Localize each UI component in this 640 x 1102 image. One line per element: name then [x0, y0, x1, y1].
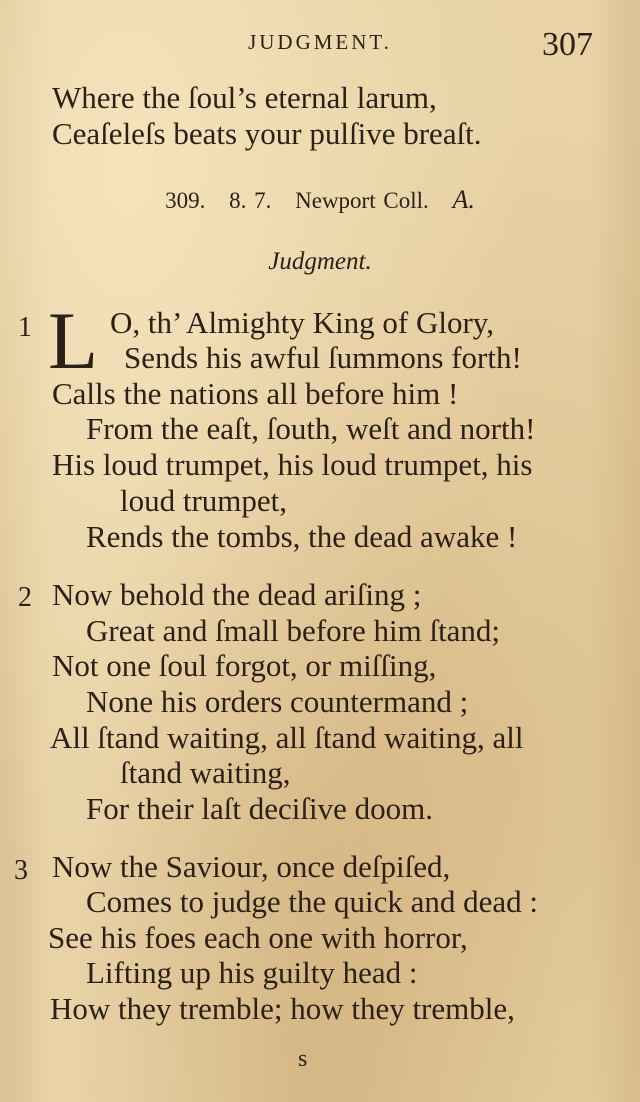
prev-hymn-line: Where the ſoul’s eternal larum,	[52, 80, 437, 115]
drop-cap: L	[48, 295, 99, 386]
page-number: 307	[542, 26, 593, 63]
verse-line: See his foes each one with horror,	[48, 920, 468, 955]
hymn-key: A.	[452, 185, 475, 214]
hymn-meter: 8. 7.	[229, 188, 272, 213]
stanza-number: 1	[18, 312, 32, 343]
prev-hymn-line: Ceaſeleſs beats your pulſive breaſt.	[52, 116, 482, 151]
verse-line: How they tremble; how they tremble,	[50, 991, 515, 1026]
hymn-tune-line	[0, 185, 640, 215]
stanza-number: 3	[14, 855, 28, 886]
verse-line: Not one ſoul forgot, or miſſing,	[52, 648, 437, 683]
verse-line: Sends his awful ſummons forth!	[124, 340, 522, 375]
verse-line: His loud trumpet, his loud trumpet, his	[52, 447, 533, 482]
verse-line: For their laſt deciſive doom.	[86, 791, 433, 826]
verse-line: ſtand waiting,	[120, 755, 291, 790]
verse-line: Rends the tombs, the dead awake !	[86, 519, 518, 554]
verse-line: None his orders countermand ;	[86, 684, 469, 719]
hymn-title: Judgment.	[268, 248, 372, 275]
signature-mark: s	[298, 1046, 308, 1072]
verse-line: All ſtand waiting, all ſtand waiting, all	[50, 720, 524, 755]
verse-line: Lifting up his guilty head :	[86, 955, 418, 990]
hymn-tune-name: Newport Coll.	[295, 188, 429, 213]
verse-line: From the eaſt, ſouth, weſt and north!	[86, 411, 536, 446]
verse-line: Now behold the dead ariſing ;	[52, 577, 422, 612]
running-head: JUDGMENT.	[248, 30, 392, 54]
verse-line: Now the Saviour, once deſpiſed,	[52, 849, 451, 884]
verse-line: Calls the nations all before him !	[52, 376, 459, 411]
verse-line: loud trumpet,	[120, 483, 288, 518]
verse-line: Comes to judge the quick and dead :	[86, 884, 538, 919]
hymn-number: 309.	[165, 188, 206, 213]
verse-line: O, th’ Almighty King of Glory,	[110, 305, 495, 340]
stanza-number: 2	[18, 582, 32, 613]
verse-line: Great and ſmall before him ſtand;	[86, 613, 501, 648]
